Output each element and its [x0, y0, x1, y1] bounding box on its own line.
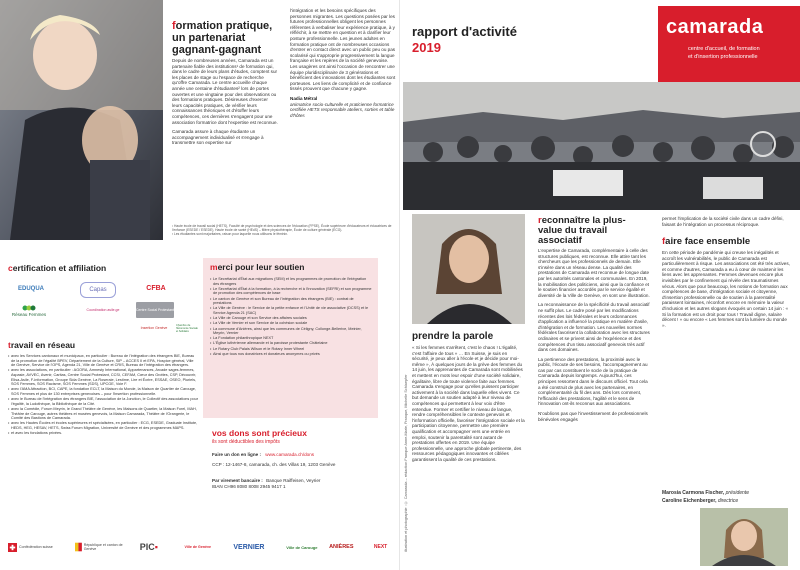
merci-item: • Le canton de Genève et son Bureau de l'intégration des étrangers (BIE) : contrat de prestations	[210, 297, 372, 306]
dons-iban: IBAN CH96 8080 8008 2945 9417 1	[212, 483, 286, 489]
reconnaitre-paragraph: L'expertise de Camarada, complémentaire à celle des structures publiques, est reconnue. Elle attire tant les chercheurs que les professionnels de demain. Elle s'insère dans un réseau dense. La qualité des prestations de Camarada est reconnue de longue date par les autorités cantonales et communales. En 2019, la mobilisation des politiciens, ainsi que la confiance et le soutien financier accordés par le service égalité et diversité de la Ville de Genève, en sont une illustration.	[538, 248, 650, 298]
demonstration-photo	[403, 82, 800, 210]
reseau-item: • avec le Bureau de l'intégration des étrangers BIE, l'association de la Jonction, le Collectif des associations pour l'égalité, la Ludothèque, la Bibliothèque de la Cité.	[8, 397, 198, 406]
merci-heading: merci pour leur soutien	[210, 262, 305, 272]
photo-credit: illustration et photographie : © Camarada – rédaction Franque Anne-Marie, Franque, Michelle Schlaepfer	[404, 374, 408, 552]
portrait-photo	[412, 214, 525, 324]
next-logo: NEXT	[373, 544, 388, 550]
canton-geneve-logo: République et canton de Genève	[75, 542, 129, 552]
brand-name: camarada	[666, 16, 764, 38]
merci-item: • Le Secrétariat d'État aux migrations (SEM) et les programmes de promotion de l'intégration des étrangers	[210, 277, 372, 286]
director-role: directrice	[717, 498, 739, 504]
formation-col2	[290, 8, 396, 122]
signature-role: animatrice socio-culturelle et praticienne formatrice certifiée HETS responsable ateliers, sorties et table d'hôtes	[290, 101, 395, 118]
parole-paragraph: « Si les femmes s'arrêtent, c'est le chaos ! L'égalité, c'est l'affaire de tous » … En Suisse, je suis en sécurité, je peux aller à l'école et je décide pour moi-même », À quelques jours de la grève des femmes du 14 juin, les apprenantes de Camarada sont mobilisées et mettent en mots leur espoir d'une société solidaire, égalitaire, libre de toute violence faite aux femmes. Camarada s'engage pour qu'elles puissent participer activement à la société dans laquelle elles vivent. Ce but demande un soutien adapté à leur niveau de compétences qui permettent à leur voix d'être entendue. Former et certifier le niveau de langue, rendre compréhensibles le contexte genevois et l'information officielle, favoriser l'intégration sociale et la participation citoyenne, permettre une première qualification et accompagner vers une entrée en emploi, soutenir la parentalité sont autant de prestations offertes en 2019. Une équipe professionnelle, une approche globale pertinente, des ressources pédagogiques innovantes et ciblées garantissent la qualité de ces prestations.	[412, 345, 525, 462]
reconnaitre-paragraph: La pertinence des prestations, la proximité avec le public, l'écoute de ses besoins, l'accompagnement au cas par cas constituent le socle de la pratique de Camarada depuis longtemps. Aujourd'hui, ces principes ressortent dans le discours officiel. Tout cela a été construit de plus avec les partenaires, en complémentarité du fil des ans. Dès lors comment, l'efficacité des prestations, l'agilité et le sens de l'innovation ont-ils reconnus aux associations.	[538, 356, 648, 407]
signature-name: Nadia Métral	[290, 95, 318, 101]
reconnaitre-paragraph: La reconnaissance de la spécificité du travail associatif ne suffit plus. Le cadre posé par les modifications récentes des lois fédérales et leurs ordonnances d'application a influencé la pratique en matière d'asile, d'intégration et de formation. Les nouvelles normes fédérales favorisent la collaboration avec les structures ordinaires et se privent ainsi de l'expérience et des compétences d'un tissu associatif genevois très actif dans ces domaines.	[538, 302, 650, 353]
formation-footnotes	[172, 224, 394, 236]
brand-logo	[658, 6, 800, 82]
faire-text	[662, 250, 790, 332]
merci-item: • La commune d'Anières, ainsi que les communes de Céligny, Collonge-Bellerive, Meinier, Meyrin, Vernier	[210, 327, 372, 336]
reconnaitre-paragraph: N'oublions pas que l'investissement de professionnels bénévoles engagés	[538, 411, 648, 422]
csp-logo: Centre Social Protestant	[136, 302, 174, 318]
anieres-logo: ANIÈRES	[329, 544, 354, 550]
parole-text	[412, 345, 525, 466]
capas-logo: Capas	[80, 282, 116, 298]
president-name: Marosia Carmona Fischer,	[662, 490, 725, 496]
confederation-logo: Confédération suisse	[8, 543, 64, 552]
brand-subtitle: centre d'accueil, de formation	[688, 46, 760, 52]
president-role: présidente	[725, 490, 749, 496]
certif-heading: certification et affiliation	[8, 263, 107, 273]
pic-logo: PIC▪	[139, 542, 158, 552]
dons-title: vos dons sont précieux	[212, 428, 307, 438]
merci-list	[210, 277, 372, 357]
reseau-item: • avec les Hautes Écoles et écoles supérieures et spécialisées, en particulier : ECG, ESEDE, Graduate Institute, HEDS, HEG, HESAV, HETS, Swiss Forum Migration, Université de Genève et des programmes MAPS.	[8, 421, 198, 430]
faire-heading: faire face ensemble	[662, 236, 751, 247]
dons-subtitle: ils sont déductibles des impôts	[212, 439, 280, 445]
reseau-item: • avec la Comédie, Forum Meyrin, le Grand Théâtre de Genève, les Maisons de Quartier, la Maison Forel, MAH, Théâtre de Carouge, autres théâtres et musées genevois, la Maison Camarada, Théâtre de l'Orangerie, le Comité des Bastions de Camarada.	[8, 407, 198, 421]
formation-col1	[172, 58, 279, 150]
faire-paragraph: En cette période de pandémie qui creuse les inégalités et accroît les vulnérabilités, le public de Camarada est particulièrement à risque. Les associations ont été très actives, et comme d'autres, Camarada a eu à cœur de maintenir les liens avec les apprenantes. Femmes devenues encore plus invisibles par le confinement qui révèle des traumatismes vécus. Alors que pour beaucoup, les notions de formation aux compétences de base, d'intégration sociale et citoyenne, d'insertion professionnelle ou de soutien à la parentalité paraissent lointaines, réconfort encore en mémoire la valeur d'inclusion et les autres slogans évoqués un certain 14 juin : « Si la formation est un droit pour tous ! Travail digne, salaire décent ! » ou encore « Les femmes sont la lumière du monde ».	[662, 250, 790, 328]
signature-director	[662, 498, 738, 504]
sponsor-logos	[8, 530, 396, 564]
eduqua-logo: EDUQUA	[17, 286, 44, 292]
dons-web	[212, 452, 387, 458]
reseau-item: • avec les Services cantonaux et municipaux, en particulier : Bureau de l'intégration des étrangers BIE, Bureau de la promotion de l'égalité BPEV, Département de la Culture, SIP – ACCES II et EPA, Hospice général, Ville de Genève, Service de l'OPS, Agenda 21, Ville de Genève et CRIS, Bureau de l'intégration des étrangers.	[8, 354, 198, 368]
merci-item: • La Ville de Carouge et son Service des affaires sociales	[210, 316, 372, 321]
formation-heading: formation pratique, un partenariat gagnant-gagnant	[172, 20, 273, 56]
insertion-geneve-logo: Insertion Genève	[140, 326, 168, 330]
coordination-asile-logo: Coordination asile.ge	[86, 308, 120, 312]
formation-paragraph: Camarada assure à chaque étudiante un accompagnement individualisé et s'engage à transmettre son expertise sur	[172, 129, 264, 146]
reseau-item: • avec les associations, en particulier : AGORA, Amnesty International, Appartenances, Arcade sages-femmes, Aspasie, AVVEC, Avenir, Caritas, Centre Social Protestant, CCSI, CEFAM, Cœur des Grottes, CSP, Découvrir, Elisa-Asile, F-information, Groupe Sida Genève, La Roseraie, Lestime, Lire et Écrire, ESSAE, OSEO, Pluriels, SOS Femmes, SOS Racisme, SOS Femmes (SDS), UPCGE, Voie F.	[8, 368, 198, 386]
formation-paragraph: l'intégration et les besoins spécifiques des personnes migrantes. Les questions posées par les futures professionnelles obligent les personnes référentes à verbaliser leur expérience pratique, à y réfléchir, à se mettre en question et à clarifier leur posture professionnelle. Les jeunes adultes en formation pratique ont de nombreuses occasions d'entrer en contact direct avec un public peu ou pas scolarisé qui s'approprie progressivement la langue française et les repères de la société genevoise. Les usagères ont ainsi l'occasion de rencontrer une équipe pluridisciplinaire de 3 générations et bénéficient des innovations dont les étudiantes sont porteuses. Les liens de complicité et de confiance tissés prouvent que chacune y gagne.	[290, 8, 396, 92]
merci-item: • Ainsi que tous nos donatrices et donateurs anonymes ou privés	[210, 352, 372, 357]
carouge-logo: Ville de Carouge	[286, 544, 318, 550]
formation-paragraph: Depuis de nombreuses années, Camarada est un partenaire fiable des institutions¹ de formation qui, dans le cadre de leurs plans d'études, comptent sur les places de stage ou l'espace de recherche qu'offre Camarada. Le centre accueille chaque année une centaine d'étudiantes² lors de portes ouvertes et une vingtaine pour des observations ou des formations pratiques. Désireuses d'exercer leurs capacités pratiques, de vérifier leurs connaissances théoriques et d'étoffer leurs compétences, ces dernières s'engagent pour une association formatrice dont l'expertise est reconnue.	[172, 58, 278, 125]
reconnaitre-heading: reconnaître la plus-value du travail associatif	[538, 215, 626, 246]
cfba-logo: CFBA	[146, 284, 166, 292]
merci-item: • Le Rotary Club Palais Wilson et le Rotary Inner Wheel	[210, 347, 372, 352]
reseau-item: • avec l'AMA Attraction, BCI, CAPE, la fondation ECLT, la Maison du Monde, la Maison de Quartier de Carouge, SOS Femmes et plus de 130 entreprises genevoises – pour l'insertion professionnelle.	[8, 387, 198, 396]
merci-item: • L'Église luthérienne allemande et la paroisse protestante Châtelaine	[210, 341, 372, 346]
director-name: Caroline Eichenberger,	[662, 498, 717, 504]
reconnaitre-text	[538, 248, 650, 426]
reseau-list	[8, 354, 198, 436]
merci-item: • La Ville de Vernier et son Service de la cohésion sociale	[210, 321, 372, 326]
dons-link[interactable]: www.camarada.ch/dons	[265, 452, 315, 457]
faire-intro: permet l'implication de la société civile dans un cadre défini, faisant de l'intégration un processus réciproque.	[662, 216, 784, 227]
ville-geneve-logo: Ville de Genève	[184, 545, 212, 549]
dons-ccp: CCP : 12-1467-8, camarada, ch. des Villas 19, 1203 Genève	[212, 462, 336, 467]
vernier-logo: VERNIER	[233, 543, 265, 551]
director-photo	[700, 508, 788, 566]
reseau-item: • et avec les fondations privées.	[8, 431, 198, 436]
student-photo	[0, 0, 163, 240]
merci-item: • Le Secrétariat d'État à la formation, à la recherche et à l'innovation (SEFRI) et son programme de promotion des compétences de base	[210, 287, 372, 296]
signature-president	[662, 490, 749, 496]
page-fold	[399, 0, 400, 570]
footnote: ² Les étudiantes sont majoritaires, raison pour laquelle nous utilisons le féminin.	[172, 232, 289, 236]
dons-bank-label: Par virement bancaire :	[212, 478, 263, 483]
dons-bank-name: Banque Raiffeisen, Veyrier	[266, 478, 321, 483]
merci-item: • La Ville de Genève : le Service de la petite enfance et l'Unité de vie associative (DCSS) et le Service Agenda 21 (SAC)	[210, 306, 372, 315]
dons-web-label: Faire un don en ligne :	[212, 452, 262, 457]
chambre-ess-logo: Chambre de l'Économie Sociale et Solidaire	[176, 323, 198, 333]
footnote: ¹ Haute école de travail social (HETS), Faculté de psychologie et des sciences de l'éducation (FPSE), École supérieure d'éducateurs et éducatrices de l'enfance (ESEDE / ESEDE), Haute école de santé (HEdS) – filière physiothérapie, École de culture générale (ECG).	[172, 224, 392, 232]
brand-subtitle: et d'insertion professionnelle	[688, 54, 758, 60]
report-year: 2019	[412, 40, 441, 55]
dons-bank	[212, 478, 382, 489]
reseau-heading: travail en réseau	[8, 340, 76, 350]
reseau-femmes-logo: Réseau Femmes	[8, 302, 50, 318]
merci-item: • La Fondation philanthropique NEXT	[210, 336, 372, 341]
report-title: rapport d'activité	[412, 24, 517, 39]
parole-heading: prendre la parole	[412, 331, 494, 342]
